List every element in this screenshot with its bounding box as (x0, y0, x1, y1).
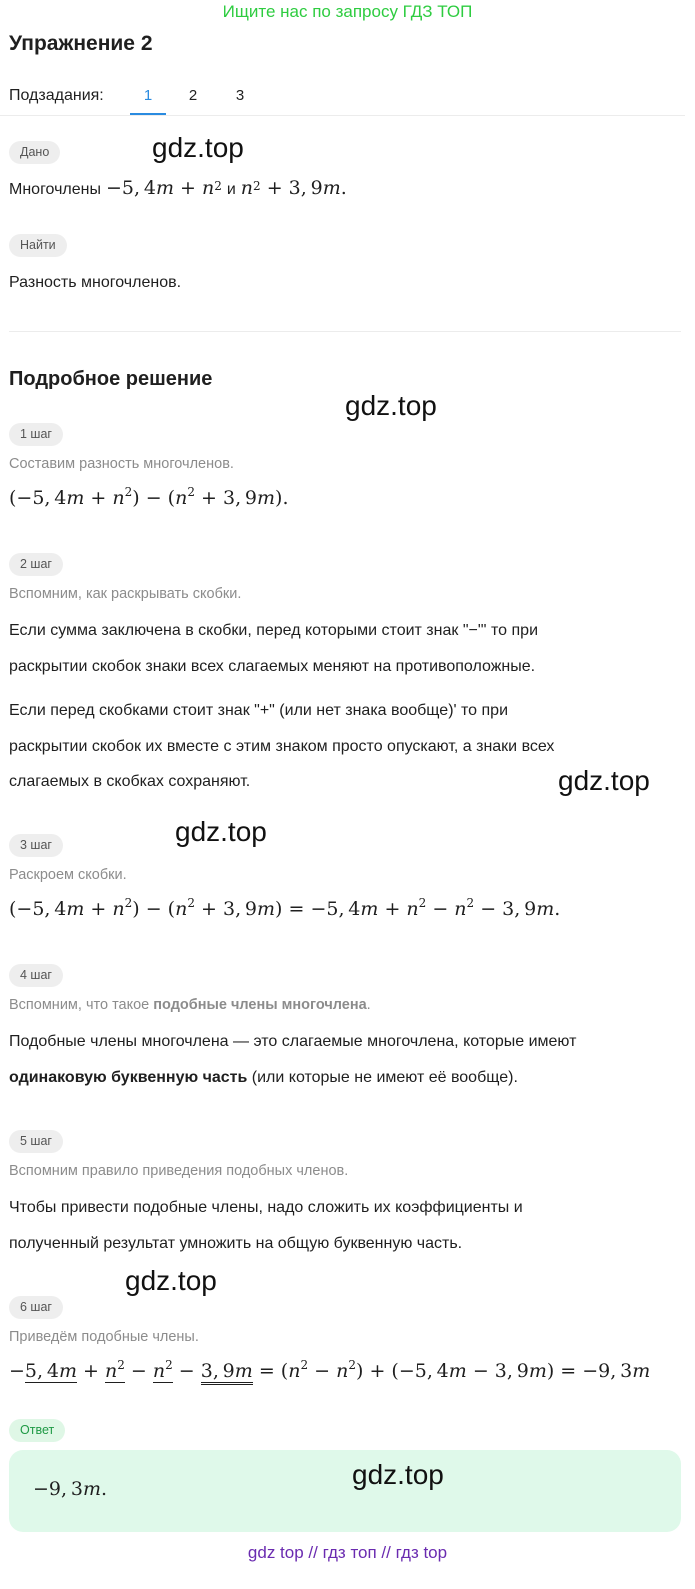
step-3-formula: (−5, $4m + n^2) - (n^2 + 3$, 9m) = −5, $4m + n^2 - n^2 - 3$, 9m. (9, 896, 561, 920)
solution-title: Подробное решение (9, 368, 213, 390)
tab-subtask-1[interactable]: 1 (143, 87, 153, 104)
step-2-rule-1-line-1: Если сумма заключена в скобки, перед которыми стоит знак "−"' то при (9, 622, 539, 639)
watermark: gdz.top (558, 765, 650, 796)
step-5-hint: Вспомним правило приведения подобных членов. (9, 1163, 349, 1179)
step-5-line-2: полученный результат умножить на общую буквенную часть. (9, 1235, 463, 1252)
given-text (9, 177, 347, 201)
given-prefix: Многочлены (9, 181, 101, 198)
step-2-rule-2-line-1: Если перед скобками стоит знак "+" (или нет знака вообще)' то при (9, 702, 509, 719)
answer-box (9, 1450, 681, 1532)
step-4-line-2: одинаковую буквенную часть (или которые не имеют её вообще). (9, 1069, 518, 1086)
step-3-chip: 3 шаг (9, 834, 63, 857)
find-text: Разность многочленов. (9, 274, 182, 291)
watermark: gdz.top (345, 390, 437, 421)
step-3-hint: Раскроем скобки. (9, 867, 127, 883)
step-2-hint: Вспомним, как раскрывать скобки. (9, 586, 242, 602)
step-4-chip: 4 шаг (9, 964, 63, 987)
given-chip: Дано (9, 141, 60, 164)
given-join: и (226, 181, 236, 198)
footer-links[interactable]: gdz top // гдз топ // гдз top (247, 1543, 448, 1562)
tabs-divider (0, 115, 685, 116)
tab-subtask-2[interactable]: 2 (188, 87, 198, 104)
watermark: gdz.top (152, 132, 244, 163)
step-2-rule-1-line-2: раскрытии скобок знаки всех слагаемых меняют на противоположные. (9, 658, 536, 675)
watermark: gdz.top (175, 816, 267, 847)
answer-value: −9, 3m. (33, 1478, 108, 1500)
step-4-hint: Вспомним, что такое подобные члены многочлена. (9, 997, 371, 1013)
step-2-rule-2-line-2: раскрытии скобок их вместе с этим знаком просто опускают, а знаки всех (9, 738, 555, 755)
step-4-line-1: Подобные члены многочлена — это слагаемые многочлена, которые имеют (9, 1033, 577, 1050)
given-poly-1: −5, $4m + n^2$ (106, 177, 222, 199)
step-5-chip: 5 шаг (9, 1130, 63, 1153)
step-5-line-1: Чтобы привести подобные члены, надо сложить их коэффициенты и (9, 1199, 523, 1216)
step-1-hint: Составим разность многочленов. (9, 456, 234, 472)
tab-subtask-3[interactable]: 3 (235, 87, 245, 104)
step-6-chip: 6 шаг (9, 1296, 63, 1319)
top-banner[interactable]: Ищите нас по запросу ГДЗ ТОП (222, 2, 473, 21)
watermark: gdz.top (352, 1459, 444, 1490)
watermark: gdz.top (125, 1265, 217, 1296)
section-divider (9, 331, 681, 332)
step-2-rule-2-line-3: слагаемых в скобках сохраняют. (9, 773, 251, 790)
step-2-chip: 2 шаг (9, 553, 63, 576)
subtasks-label: Подзадания: (9, 87, 104, 104)
step-1-chip: 1 шаг (9, 423, 63, 446)
step-6-hint: Приведём подобные члены. (9, 1329, 199, 1345)
step-1-formula: (−5, $4m + n^2) - (n^2 + 3$, 9m). (9, 485, 289, 509)
given-poly-2: $n^2 + 3$, 9m. (240, 177, 347, 199)
page-title: Упражнение 2 (9, 32, 153, 55)
step-6-formula: −5, $4m + n^2 - n^2 - 3$, $9m = (n^2 - n^2) + (-5$, 4m − 3, 9m) = −9, 3m (9, 1360, 650, 1382)
find-chip: Найти (9, 234, 67, 257)
answer-chip: Ответ (9, 1419, 65, 1442)
